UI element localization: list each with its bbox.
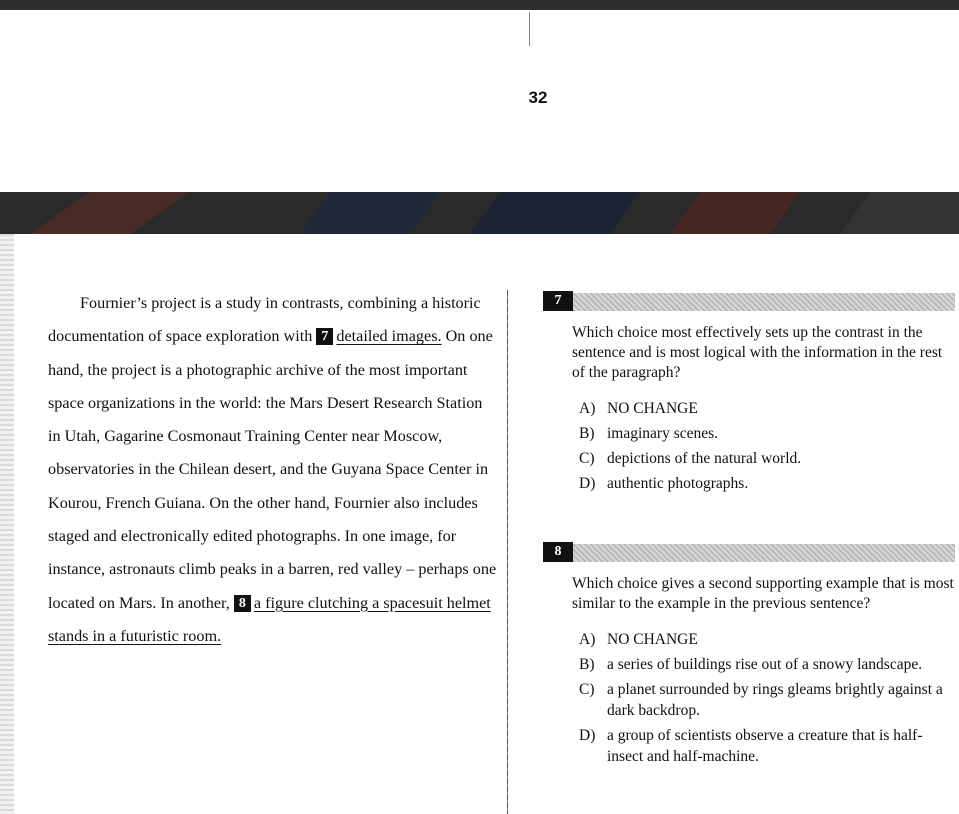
choice-7c[interactable] bbox=[579, 448, 955, 469]
choice-text: NO CHANGE bbox=[607, 631, 698, 648]
question-8-number: 8 bbox=[543, 542, 573, 562]
choice-text: authentic photographs. bbox=[607, 475, 749, 492]
choice-letter: D) bbox=[579, 475, 596, 492]
header-divider bbox=[529, 12, 530, 46]
choice-7a[interactable] bbox=[579, 398, 955, 419]
reading-passage bbox=[48, 287, 498, 653]
choice-letter: B) bbox=[579, 425, 595, 442]
choice-text: NO CHANGE bbox=[607, 400, 698, 417]
choice-8c[interactable] bbox=[579, 679, 955, 721]
question-7-choices bbox=[579, 398, 955, 494]
choice-letter: A) bbox=[579, 631, 596, 648]
choice-letter: D) bbox=[579, 727, 596, 744]
choice-8d[interactable] bbox=[579, 725, 955, 767]
question-8-choices bbox=[579, 629, 955, 767]
choice-text: a series of buildings rise out of a snowy landscape. bbox=[607, 656, 923, 673]
question-7 bbox=[543, 291, 955, 498]
question-8-header bbox=[543, 542, 955, 562]
decorative-banner bbox=[0, 192, 959, 234]
passage-paragraph bbox=[48, 287, 498, 653]
choice-letter: C) bbox=[579, 681, 595, 698]
choice-7d[interactable] bbox=[579, 473, 955, 494]
choice-8b[interactable] bbox=[579, 654, 955, 675]
choice-letter: B) bbox=[579, 656, 595, 673]
choice-letter: A) bbox=[579, 400, 596, 417]
underlined-portion-7: detailed images. bbox=[336, 327, 442, 346]
choice-8a[interactable] bbox=[579, 629, 955, 650]
question-8-header-bar bbox=[573, 544, 955, 562]
question-8-stem: Which choice gives a second supporting example that is most similar to the example in the previous sentence? bbox=[572, 575, 954, 612]
choice-text: a planet surrounded by rings gleams brightly against a dark backdrop. bbox=[607, 681, 943, 719]
choice-7b[interactable] bbox=[579, 423, 955, 444]
top-bar bbox=[0, 0, 959, 10]
page-edge bbox=[0, 234, 14, 814]
passage-text-2: On one hand, the project is a photographic archive of the most important space organizations in the world: the Mars Desert Research Station in Utah, Gagarine Cosmonaut Training Center near Moscow, observatories in the Chilean desert, and the Guyana Space Center in Kourou, French Guiana. On the other hand, Fournier also includes staged and electronically edited photographs. In one image, for instance, astronauts climb peaks in a barren, red valley – perhaps one located on Mars. In another, bbox=[48, 327, 497, 612]
choice-text: depictions of the natural world. bbox=[607, 450, 802, 467]
page-number: 32 bbox=[528, 88, 548, 107]
banner-pattern bbox=[0, 192, 959, 234]
column-divider bbox=[507, 290, 508, 814]
choice-letter: C) bbox=[579, 450, 595, 467]
question-7-number: 7 bbox=[543, 291, 573, 311]
question-7-header-bar bbox=[573, 293, 955, 311]
question-8-marker[interactable]: 8 bbox=[234, 595, 251, 612]
underlined-portion-8: a figure clutching a spacesuit helmet stands in a futuristic room. bbox=[48, 593, 491, 645]
question-7-header bbox=[543, 291, 955, 311]
question-7-stem: Which choice most effectively sets up the contrast in the sentence and is most logical with the information in the rest of the paragraph? bbox=[572, 324, 943, 381]
choice-text: a group of scientists observe a creature that is half-insect and half-machine. bbox=[607, 727, 923, 765]
question-8 bbox=[543, 542, 955, 771]
passage-text-1: Fournier’s project is a study in contrasts, combining a historic documentation of space exploration with bbox=[48, 294, 481, 346]
choice-text: imaginary scenes. bbox=[607, 425, 719, 442]
question-7-marker[interactable]: 7 bbox=[316, 328, 333, 345]
